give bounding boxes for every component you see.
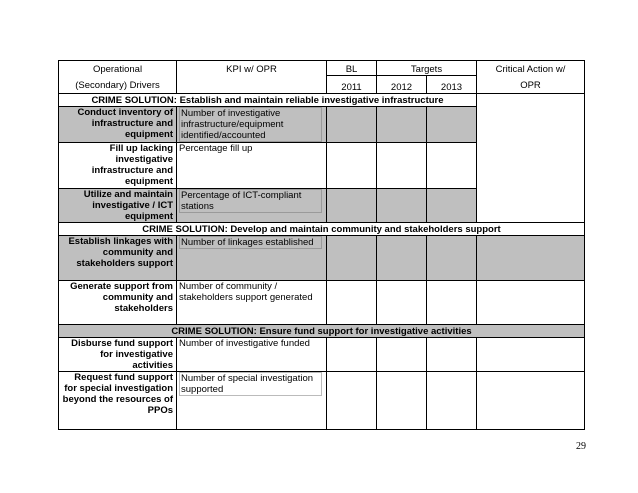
target-2013-3-2 xyxy=(477,372,585,430)
year-2012: 2012 xyxy=(377,76,427,94)
section-3-title: CRIME SOLUTION: Ensure fund support for investigative activities xyxy=(59,325,585,338)
target-2012-2-2 xyxy=(427,281,477,325)
header-drivers-line2: (Secondary) Drivers xyxy=(75,80,160,91)
target-2011-1-3 xyxy=(377,189,427,223)
year-2013: 2013 xyxy=(427,76,477,94)
kpi-1-3 xyxy=(177,189,327,223)
target-2012-3-2 xyxy=(427,372,477,430)
year-2011: 2011 xyxy=(327,76,377,94)
header-critical-line2: OPR xyxy=(520,80,541,91)
kpi-3-1: Number of investigative funded xyxy=(177,338,327,372)
driver-2-2: Generate support from community and stakeholders xyxy=(59,281,177,325)
kpi-1-2: Percentage fill up xyxy=(177,143,327,189)
target-2011-1-2 xyxy=(377,143,427,189)
target-2011-2-2 xyxy=(377,281,427,325)
bl-cell-3-1 xyxy=(327,338,377,372)
target-2012-1-3 xyxy=(427,189,477,223)
driver-1-3: Utilize and maintain investigative / ICT equipment xyxy=(59,189,177,223)
target-2013-2-2 xyxy=(477,281,585,325)
kpi-3-2 xyxy=(177,372,327,430)
bl-cell-2-2 xyxy=(327,281,377,325)
bl-cell-1-3 xyxy=(327,189,377,223)
kpi-1-1 xyxy=(177,107,327,143)
section-1-title: CRIME SOLUTION: Establish and maintain reliable investigative infrastructure xyxy=(59,94,477,107)
kpi-3-2-text: Number of special investigation supported xyxy=(179,372,322,396)
target-2011-3-1 xyxy=(377,338,427,372)
header-kpi: KPI w/ OPR xyxy=(177,61,327,94)
target-2012-2-1 xyxy=(427,236,477,281)
kpi-2-2: Number of community / stakeholders support generated xyxy=(177,281,327,325)
driver-1-1: Conduct inventory of infrastructure and equipment xyxy=(59,107,177,143)
bl-cell-2-1 xyxy=(327,236,377,281)
target-2011-2-1 xyxy=(377,236,427,281)
driver-3-1: Disburse fund support for investigative activities xyxy=(59,338,177,372)
target-2013-2-1 xyxy=(477,236,585,281)
header-critical-line1: Critical Action w/ xyxy=(495,64,566,75)
header-targets: Targets xyxy=(377,61,477,76)
page-number: 29 xyxy=(576,441,586,452)
target-2012-1-2 xyxy=(427,143,477,189)
target-2013-3-1 xyxy=(477,338,585,372)
header-drivers xyxy=(59,61,177,94)
header-bl: BL xyxy=(327,61,377,76)
kpi-table xyxy=(58,60,585,430)
target-2011-3-2 xyxy=(377,372,427,430)
bl-cell-1-1 xyxy=(327,107,377,143)
target-2012-3-1 xyxy=(427,338,477,372)
header-critical-action xyxy=(477,61,585,94)
driver-1-2: Fill up lacking investigative infrastructure and equipment xyxy=(59,143,177,189)
bl-cell-1-2 xyxy=(327,143,377,189)
target-2011-1-1 xyxy=(377,107,427,143)
kpi-1-1-text: Number of investigative infrastructure/equipment identified/accounted xyxy=(179,107,322,142)
target-2012-1-1 xyxy=(427,107,477,143)
kpi-2-1-text: Number of linkages established xyxy=(179,236,322,249)
kpi-1-3-text: Percentage of ICT-compliant stations xyxy=(179,189,322,213)
driver-2-1: Establish linkages with community and stakeholders support xyxy=(59,236,177,281)
bl-cell-3-2 xyxy=(327,372,377,430)
kpi-2-1 xyxy=(177,236,327,281)
header-drivers-line1: Operational xyxy=(92,64,143,75)
section-2-title: CRIME SOLUTION: Develop and maintain community and stakeholders support xyxy=(59,223,585,236)
driver-3-2: Request fund support for special investigation beyond the resources of PPOs xyxy=(59,372,177,430)
critical-action-cell-1 xyxy=(477,94,585,223)
